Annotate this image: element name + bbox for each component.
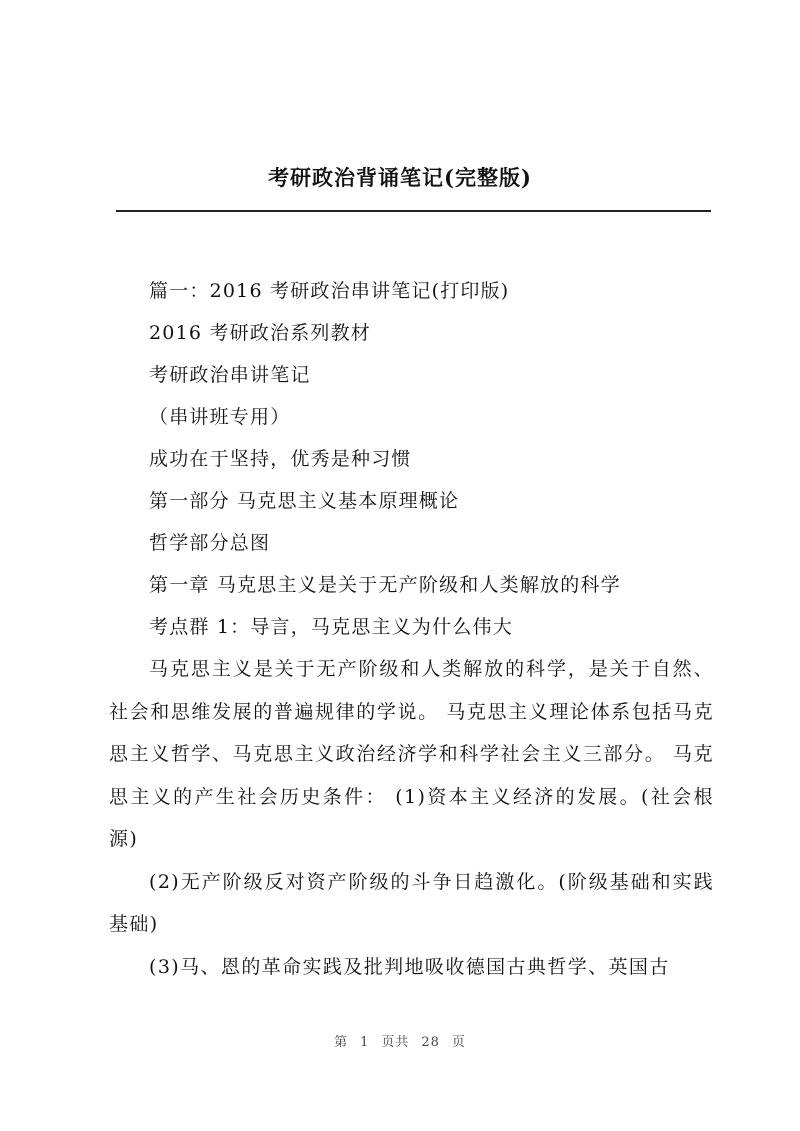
text-line: 2016 考研政治系列教材 [149,322,371,344]
topic-heading: 考点群 1：导言，马克思主义为什么伟大 [149,616,513,638]
body-paragraph: 马克思主义是关于无产阶级和人类解放的科学，是关于自然、社会和思维发展的普遍规律的学说。 马克思主义理论体系包括马克思主义哲学、马克思主义政治经济学和科学社会主义三部分。 马克思主义的产生社会历史条件： (1)资本主义经济的发展。(社会根源) [109,658,714,850]
chapter-heading: 第一章 马克思主义是关于无产阶级和人类解放的科学 [149,574,621,596]
body-paragraph: (2)无产阶级反对资产阶级的斗争日趋激化。(阶级基础和实践基础) [109,870,714,935]
page-footer [0,1031,800,1050]
footer-label-suffix: 页 [451,1035,466,1050]
footer-label-mid: 页共 [381,1035,410,1050]
footer-label-prefix: 第 [334,1035,349,1050]
part-heading: 第一部分 马克思主义基本原理概论 [149,490,460,512]
page-title: 考研政治背诵笔记(完整版) [268,165,532,190]
text-line: 考研政治串讲笔记 [149,364,311,386]
text-line: 成功在于坚持，优秀是种习惯 [149,448,412,470]
text-line: 哲学部分总图 [149,532,271,554]
title-divider [116,210,711,212]
section-heading-line: 篇一：2016 考研政治串讲笔记(打印版) [149,280,510,302]
text-line: （串讲班专用） [149,406,291,428]
footer-total-pages: 28 [421,1035,440,1050]
document-body [109,270,714,988]
body-paragraph: (3)马、恩的革命实践及批判地吸收德国古典哲学、英国古 [149,955,670,978]
footer-current-page: 1 [360,1035,370,1050]
